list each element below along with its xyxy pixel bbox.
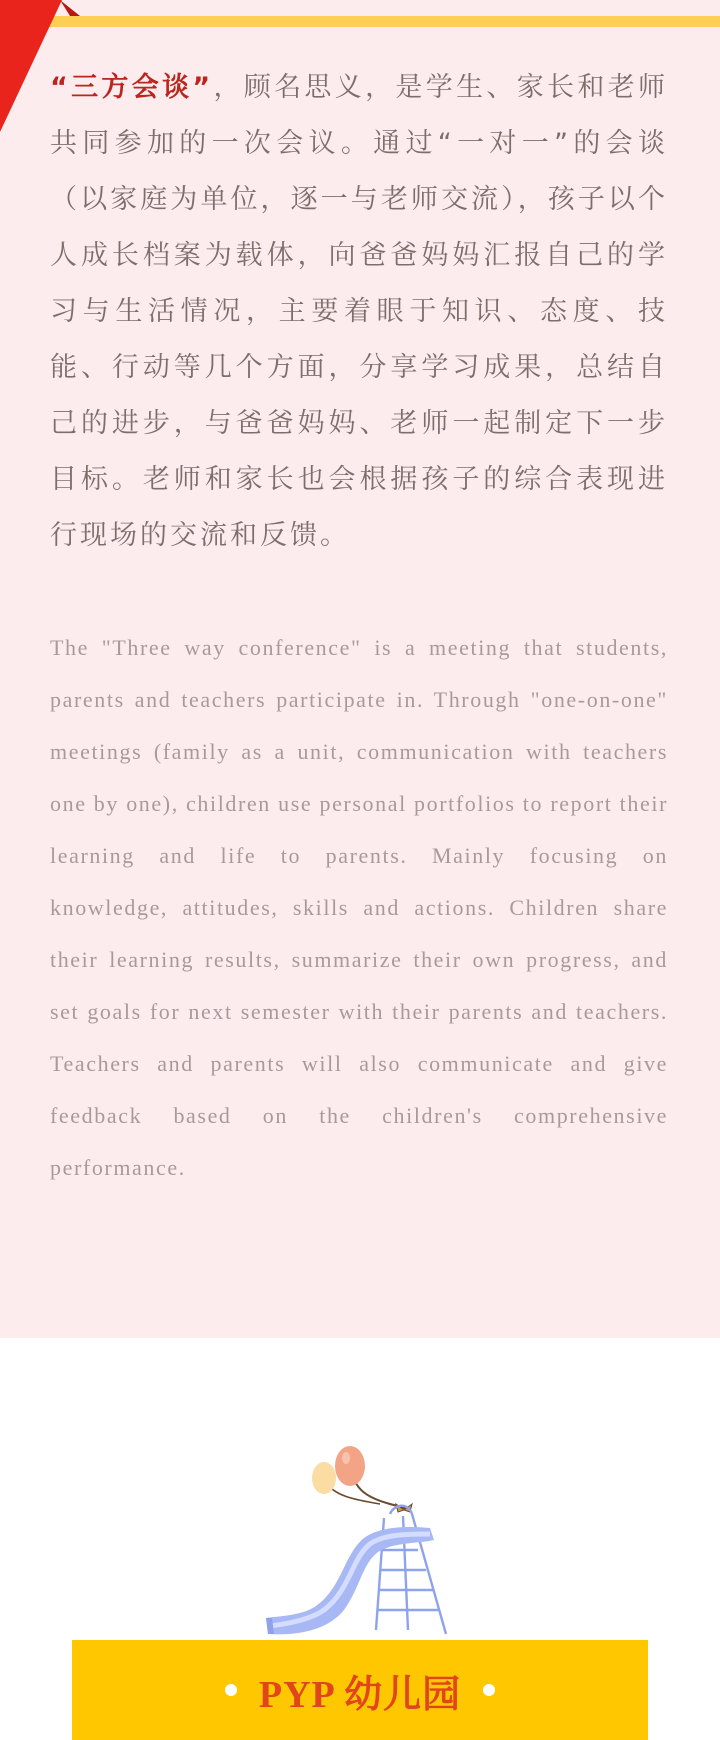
conference-title-highlight: “三方会谈” [50, 72, 214, 103]
left-dot-icon [225, 1684, 237, 1696]
accent-bar [0, 16, 720, 27]
english-paragraph: The "Three way conference" is a meeting that students, parents and teachers participate in. Through "one-on-one" meetings (family as a unit, communication with teachers one by one), children use personal portfolios to report their learning and life to parents. Mainly focusing on knowledge, attitudes, skills and actions. Children share their learning results, summarize their own progress, and set goals for next semester with their parents and teachers. Teachers and parents will also communicate and give feedback based on the children's comprehensive performance. [50, 635, 668, 1180]
chinese-body-text: ，顾名思义，是学生、家长和老师共同参加的一次会议。通过“一对一”的会谈（以家庭为单位，逐一与老师交流），孩子以个人成长档案为载体，向爸爸妈妈汇报自己的学习与生活情况，主要着眼于知识、态度、技能、行动等几个方面，分享学习成果，总结自己的进步，与爸爸妈妈、老师一起制定下一步目标。老师和家长也会根据孩子的综合表现进行现场的交流和反馈。 [50, 72, 668, 551]
balloons-slide-illustration-icon [258, 1438, 458, 1638]
chinese-paragraph [50, 60, 668, 564]
footer-banner [72, 1640, 648, 1740]
banner-title: PYP 幼儿园 [258, 1673, 462, 1716]
banner-content [225, 1663, 495, 1718]
right-dot-icon [483, 1684, 495, 1696]
